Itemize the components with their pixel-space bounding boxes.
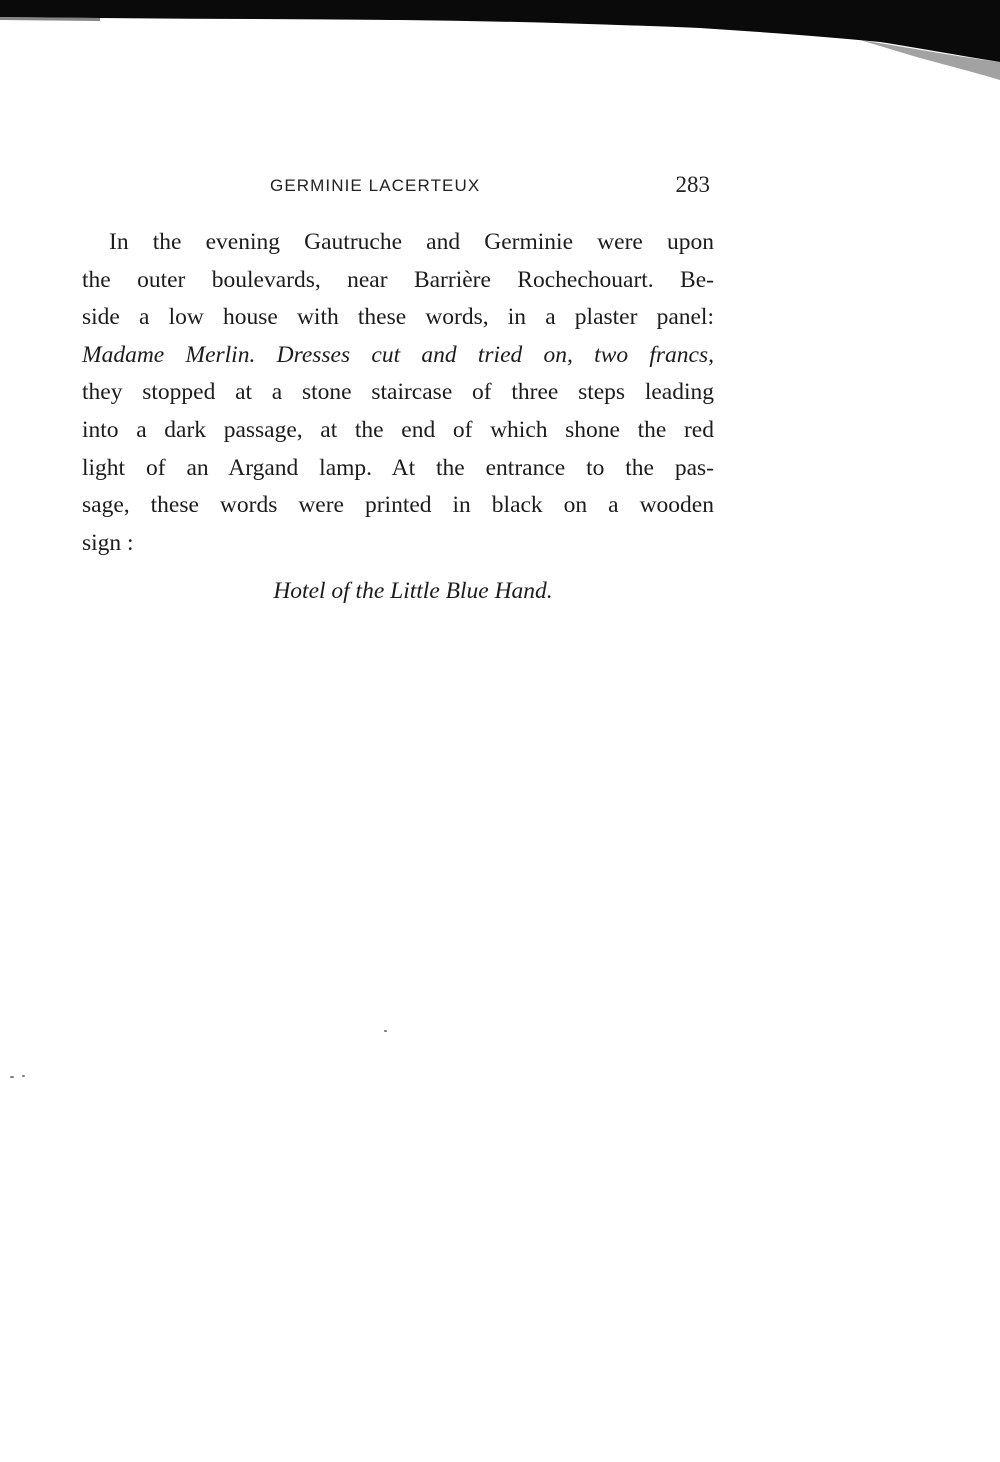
scan-speck — [10, 1076, 14, 1078]
sign-text: Hotel of the Little Blue Hand. — [273, 578, 553, 604]
scan-speck — [384, 1030, 387, 1032]
paragraph-line: side a low house with these words, in a plaster panel: — [82, 304, 714, 331]
scan-shadow-shape — [0, 0, 1000, 90]
paragraph-line: sage, these words were printed in black on a wooden — [82, 492, 714, 519]
italic-shop-name: Madame Merlin. — [82, 341, 256, 368]
paragraph-line: into a dark passage, at the end of which shone the red — [82, 416, 714, 443]
paragraph-line: In the evening Gautruche and Germinie were upon — [109, 229, 714, 255]
scan-shadow-edge — [0, 0, 1000, 90]
running-title: GERMINIE LACERTEUX — [270, 176, 481, 195]
paragraph-line-italic — [82, 337, 714, 375]
paragraph-line: light of an Argand lamp. At the entrance to the pas- — [82, 454, 714, 481]
page-number: 283 — [675, 172, 710, 197]
paragraph-line: they stopped at a stone staircase of three steps leading — [82, 379, 714, 406]
paragraph-line: the outer boulevards, near Barrière Rochechouart. Be- — [82, 266, 714, 293]
body-paragraph — [82, 224, 714, 562]
scan-speck — [22, 1075, 25, 1077]
italic-shop-offer: Dresses cut and tried on, two francs, — [276, 341, 715, 368]
paragraph-line: sign : — [82, 529, 134, 556]
running-head — [270, 172, 710, 202]
